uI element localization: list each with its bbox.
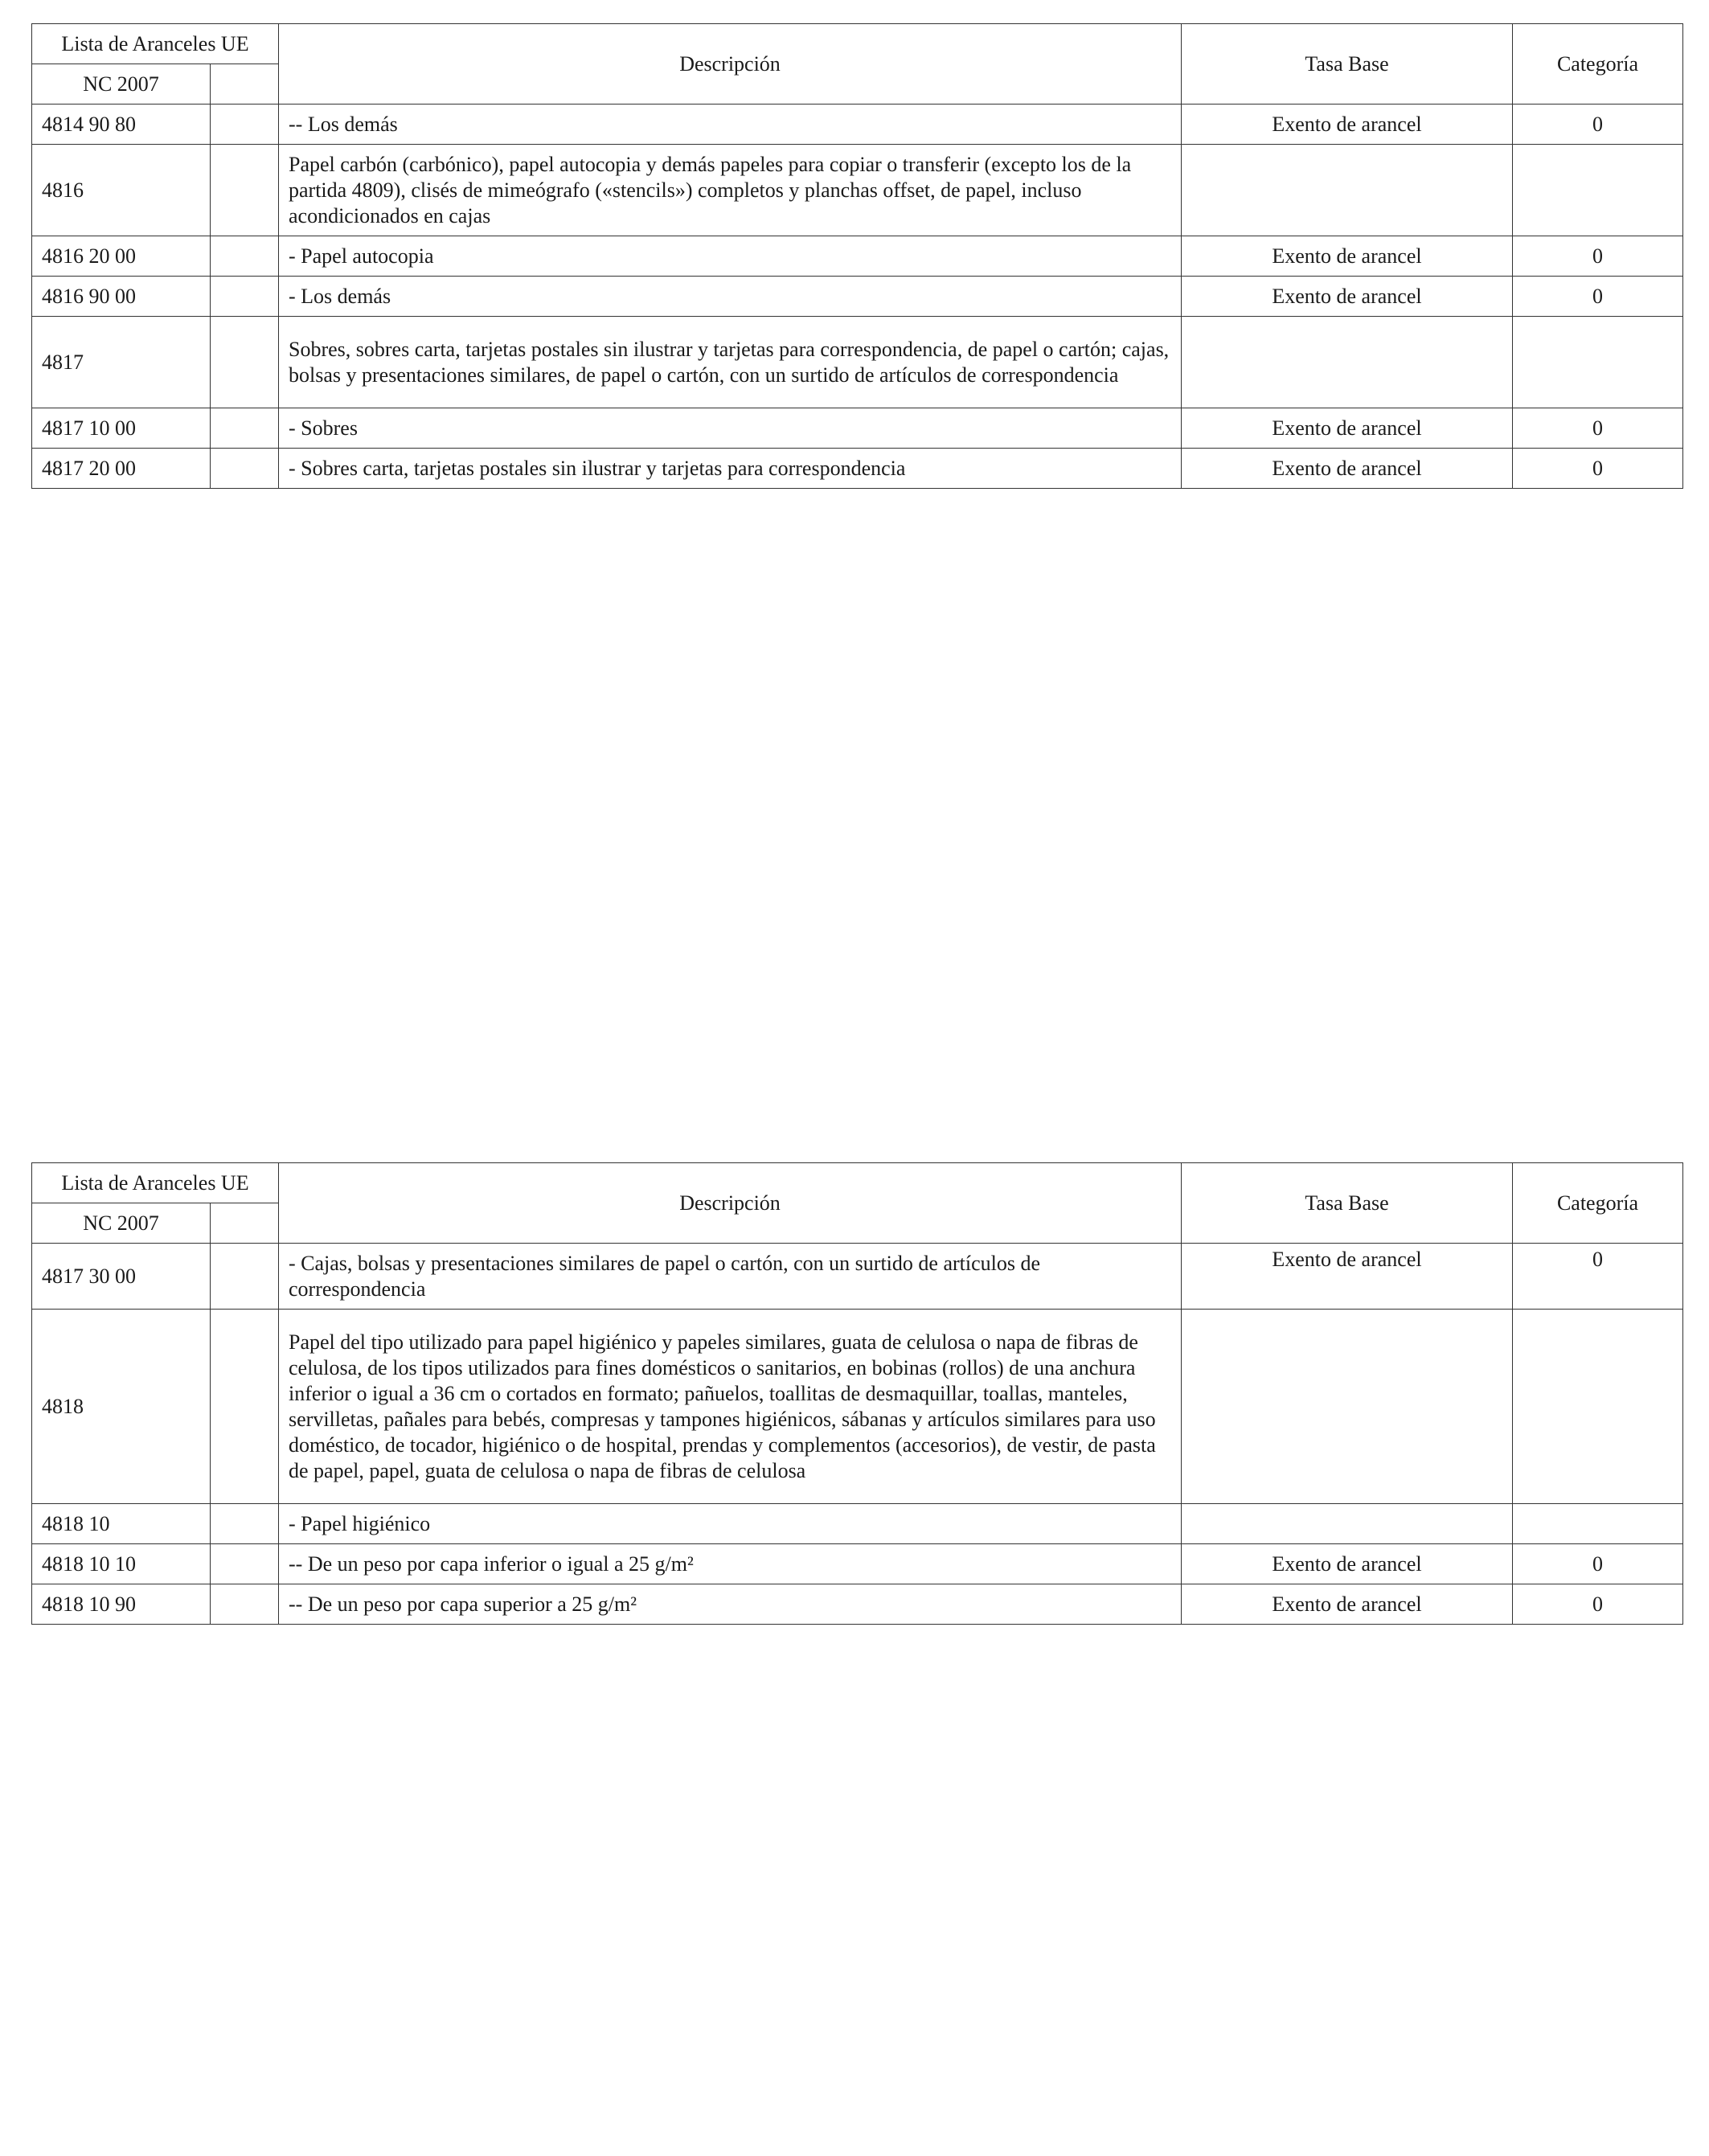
code-cell: 4818 10 [32, 1504, 211, 1544]
table-row [32, 408, 1683, 449]
header-category: Categoría [1513, 24, 1683, 105]
table-row [32, 1544, 1683, 1584]
header-list-label: Lista de Aranceles UE [32, 1163, 279, 1203]
header-base-rate: Tasa Base [1182, 24, 1513, 105]
category-cell [1513, 1504, 1683, 1544]
code-cell: 4818 [32, 1310, 211, 1504]
description-cell: Papel del tipo utilizado para papel higiénico y papeles similares, guata de celulosa o napa de fibras de celulosa, de los tipos utilizados para fines domésticos o sanitarios, en bobinas (rollos) de una anchura inferior o igual a 36 cm o cortados en formato; pañuelos, toallitas de desmaquillar, toallas, manteles, servilletas, pañales para bebés, compresas y tampones higiénicos, sábanas y artículos similares para uso doméstico, de tocador, higiénico o de hospital, prendas y complementos (accesorios), de vestir, de pasta de papel, papel, guata de celulosa o napa de fibras de celulosa [279, 1310, 1182, 1504]
category-cell [1513, 317, 1683, 408]
category-cell [1513, 145, 1683, 236]
code-cell: 4816 [32, 145, 211, 236]
description-cell: - Sobres [279, 408, 1182, 449]
blank-cell [211, 145, 279, 236]
blank-cell [211, 1244, 279, 1310]
table-row [32, 1584, 1683, 1625]
blank-cell [211, 1584, 279, 1625]
code-cell: 4818 10 10 [32, 1544, 211, 1584]
code-cell: 4816 20 00 [32, 236, 211, 277]
description-cell: -- De un peso por capa inferior o igual a 25 g/m² [279, 1544, 1182, 1584]
description-cell: Papel carbón (carbónico), papel autocopia y demás papeles para copiar o transferir (excepto los de la partida 4809), clisés de mimeógrafo («stencils») completos y planchas offset, de papel, incluso acondicionados en cajas [279, 145, 1182, 236]
blank-cell [211, 105, 279, 145]
code-cell: 4817 30 00 [32, 1244, 211, 1310]
category-cell: 0 [1513, 236, 1683, 277]
rate-cell: Exento de arancel [1182, 449, 1513, 489]
header-blank-cell [211, 1203, 279, 1244]
table-row [32, 1310, 1683, 1504]
table-row [32, 1504, 1683, 1544]
category-cell: 0 [1513, 1244, 1683, 1310]
category-cell: 0 [1513, 449, 1683, 489]
table-row [32, 105, 1683, 145]
code-cell: 4817 10 00 [32, 408, 211, 449]
blank-cell [211, 236, 279, 277]
category-cell [1513, 1310, 1683, 1504]
description-cell: - Los demás [279, 277, 1182, 317]
table-row [32, 236, 1683, 277]
code-cell: 4817 20 00 [32, 449, 211, 489]
header-nc-label: NC 2007 [32, 1203, 211, 1244]
table-row [32, 317, 1683, 408]
description-cell: -- De un peso por capa superior a 25 g/m² [279, 1584, 1182, 1625]
description-cell: - Sobres carta, tarjetas postales sin ilustrar y tarjetas para correspondencia [279, 449, 1182, 489]
header-list-label: Lista de Aranceles UE [32, 24, 279, 64]
blank-cell [211, 1504, 279, 1544]
header-base-rate: Tasa Base [1182, 1163, 1513, 1244]
rate-cell [1182, 145, 1513, 236]
description-cell: -- Los demás [279, 105, 1182, 145]
rate-cell [1182, 1310, 1513, 1504]
blank-cell [211, 408, 279, 449]
blank-cell [211, 1544, 279, 1584]
header-row [32, 24, 1683, 64]
category-cell: 0 [1513, 408, 1683, 449]
rate-cell: Exento de arancel [1182, 277, 1513, 317]
rate-cell: Exento de arancel [1182, 1244, 1513, 1310]
blank-cell [211, 449, 279, 489]
code-cell: 4817 [32, 317, 211, 408]
header-description: Descripción [279, 1163, 1182, 1244]
description-cell: - Papel autocopia [279, 236, 1182, 277]
header-category: Categoría [1513, 1163, 1683, 1244]
code-cell: 4816 90 00 [32, 277, 211, 317]
code-cell: 4818 10 90 [32, 1584, 211, 1625]
table-row [32, 277, 1683, 317]
rate-cell: Exento de arancel [1182, 236, 1513, 277]
table-row [32, 449, 1683, 489]
description-cell: - Cajas, bolsas y presentaciones similares de papel o cartón, con un surtido de artículos de correspondencia [279, 1244, 1182, 1310]
category-cell: 0 [1513, 105, 1683, 145]
rate-cell: Exento de arancel [1182, 1544, 1513, 1584]
rate-cell [1182, 1504, 1513, 1544]
rate-cell [1182, 317, 1513, 408]
blank-cell [211, 277, 279, 317]
rate-cell: Exento de arancel [1182, 105, 1513, 145]
description-cell: Sobres, sobres carta, tarjetas postales sin ilustrar y tarjetas para correspondencia, de papel o cartón; cajas, bolsas y presentaciones similares, de papel o cartón, con un surtido de artículos de correspondencia [279, 317, 1182, 408]
tariff-table-1 [31, 23, 1683, 489]
header-row [32, 1163, 1683, 1203]
header-description: Descripción [279, 24, 1182, 105]
header-nc-label: NC 2007 [32, 64, 211, 105]
description-cell: - Papel higiénico [279, 1504, 1182, 1544]
rate-cell: Exento de arancel [1182, 1584, 1513, 1625]
blank-cell [211, 1310, 279, 1504]
category-cell: 0 [1513, 1544, 1683, 1584]
rate-cell: Exento de arancel [1182, 408, 1513, 449]
tariff-table-2 [31, 1162, 1683, 1625]
table-row [32, 1244, 1683, 1310]
category-cell: 0 [1513, 277, 1683, 317]
code-cell: 4814 90 80 [32, 105, 211, 145]
header-blank-cell [211, 64, 279, 105]
category-cell: 0 [1513, 1584, 1683, 1625]
table-row [32, 145, 1683, 236]
blank-cell [211, 317, 279, 408]
